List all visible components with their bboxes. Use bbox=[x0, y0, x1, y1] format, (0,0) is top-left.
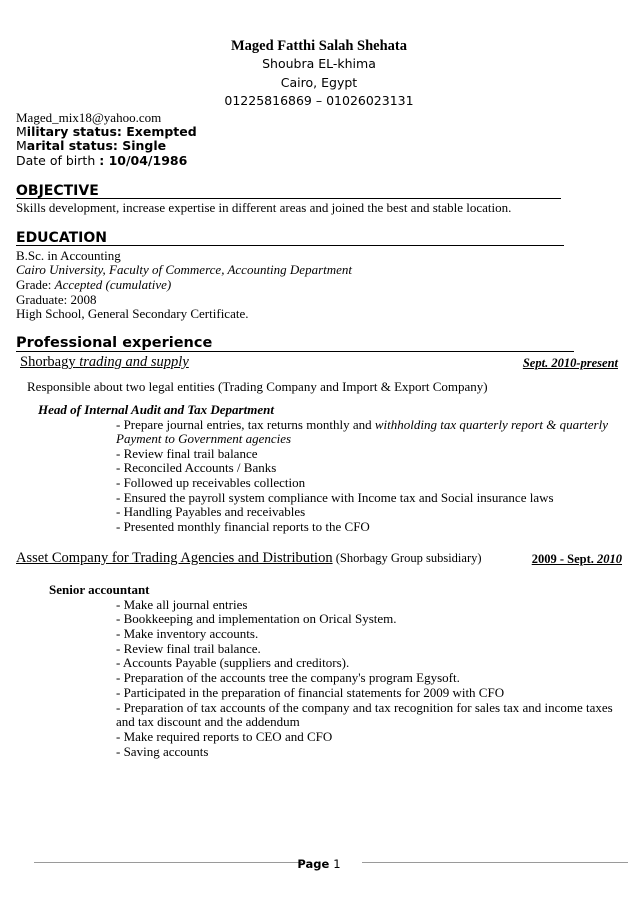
marital-status bbox=[16, 138, 166, 153]
grade-value: Accepted (cumulative) bbox=[54, 277, 172, 292]
dob-label: Date of birth bbox=[16, 153, 100, 168]
phone-numbers: 01225816869 – 01026023131 bbox=[224, 93, 414, 108]
job2-company-name: Asset Company for Trading Agencies and Distribution bbox=[16, 550, 333, 566]
job2-subsidiary: (Shorbagy Group subsidiary) bbox=[332, 551, 482, 565]
marital-text: arital status: Single bbox=[26, 138, 167, 153]
dob-value: : 10/04/1986 bbox=[99, 153, 188, 168]
email: Maged_mix18@yahoo.com bbox=[16, 110, 162, 125]
job2-duty: - Preparation of tax accounts of the company and tax recognition for sales tax and income taxes bbox=[116, 700, 613, 715]
page-number-value: 1 bbox=[333, 857, 341, 871]
military-prefix: M bbox=[16, 124, 27, 139]
military-status bbox=[16, 124, 197, 139]
job2-duty: and tax discount and the addendum bbox=[116, 714, 300, 729]
job1-role: Head of Internal Audit and Tax Department bbox=[38, 402, 274, 417]
job1-dates: Sept. 2010-present bbox=[522, 356, 618, 370]
job1-duty-1-plain: - Prepare journal entries, tax returns monthly and bbox=[116, 417, 375, 432]
job1-duty: - Review final trail balance bbox=[116, 446, 258, 461]
education-heading: EDUCATION bbox=[16, 230, 107, 246]
education-university: Cairo University, Faculty of Commerce, Accounting Department bbox=[16, 262, 353, 277]
education-graduate: Graduate: 2008 bbox=[16, 292, 97, 307]
date-of-birth bbox=[16, 153, 187, 168]
job1-duty: - Reconciled Accounts / Banks bbox=[116, 460, 277, 475]
job2-duty: - Saving accounts bbox=[116, 744, 209, 759]
objective-rule bbox=[16, 198, 561, 199]
job1-company bbox=[20, 354, 189, 371]
resume-name: Maged Fatthi Salah Shehata bbox=[230, 38, 408, 54]
grade-label: Grade: bbox=[16, 277, 55, 292]
job2-role: Senior accountant bbox=[49, 582, 150, 597]
military-text: ilitary status: Exempted bbox=[26, 124, 197, 139]
job2-duty: - Bookkeeping and implementation on Orical System. bbox=[116, 611, 397, 626]
job2-duty: - Participated in the preparation of financial statements for 2009 with CFO bbox=[116, 685, 505, 700]
experience-rule bbox=[16, 351, 574, 352]
experience-heading: Professional experience bbox=[16, 335, 213, 351]
job2-duty: - Review final trail balance. bbox=[116, 641, 261, 656]
job1-duty: - Ensured the payroll system compliance with Income tax and Social insurance laws bbox=[116, 490, 554, 505]
page-label: Page bbox=[297, 857, 334, 871]
education-highschool: High School, General Secondary Certificate. bbox=[16, 306, 249, 321]
objective-heading: OBJECTIVE bbox=[16, 183, 99, 199]
page-number bbox=[0, 857, 638, 871]
job2-duty: - Accounts Payable (suppliers and creditors). bbox=[116, 655, 350, 670]
objective-text: Skills development, increase expertise in different areas and joined the best and stable location. bbox=[16, 200, 512, 215]
job2-duty: - Preparation of the accounts tree the company's program Egysoft. bbox=[116, 670, 460, 685]
education-rule bbox=[16, 245, 564, 246]
job2-company bbox=[16, 549, 482, 567]
marital-prefix: M bbox=[16, 138, 27, 153]
education-degree: B.Sc. in Accounting bbox=[16, 248, 121, 263]
job1-company-suffix: trading and supply bbox=[75, 354, 189, 370]
job2-duty: - Make all journal entries bbox=[116, 597, 248, 612]
job2-dates-plain: 2009 - Sept. bbox=[531, 552, 597, 566]
job2-duty: - Make inventory accounts. bbox=[116, 626, 259, 641]
job2-dates-italic: 2010 bbox=[597, 552, 622, 566]
job1-summary: Responsible about two legal entities (Trading Company and Import & Export Company) bbox=[27, 379, 488, 394]
job1-company-name: Shorbagy bbox=[20, 354, 76, 370]
job1-duty-1-italic: withholding tax quarterly report & quarterly bbox=[374, 417, 608, 432]
job1-duty-1-cont: Payment to Government agencies bbox=[116, 431, 292, 446]
job2-duty: - Make required reports to CEO and CFO bbox=[116, 729, 333, 744]
job1-duty: - Handling Payables and receivables bbox=[116, 504, 306, 519]
job1-duty: - Followed up receivables collection bbox=[116, 475, 306, 490]
job1-duty: - Presented monthly financial reports to the CFO bbox=[116, 519, 370, 534]
address-line-1: Shoubra EL-khima bbox=[262, 56, 376, 71]
job2-dates bbox=[532, 552, 622, 567]
address-line-2: Cairo, Egypt bbox=[280, 75, 358, 90]
education-grade bbox=[16, 277, 171, 293]
